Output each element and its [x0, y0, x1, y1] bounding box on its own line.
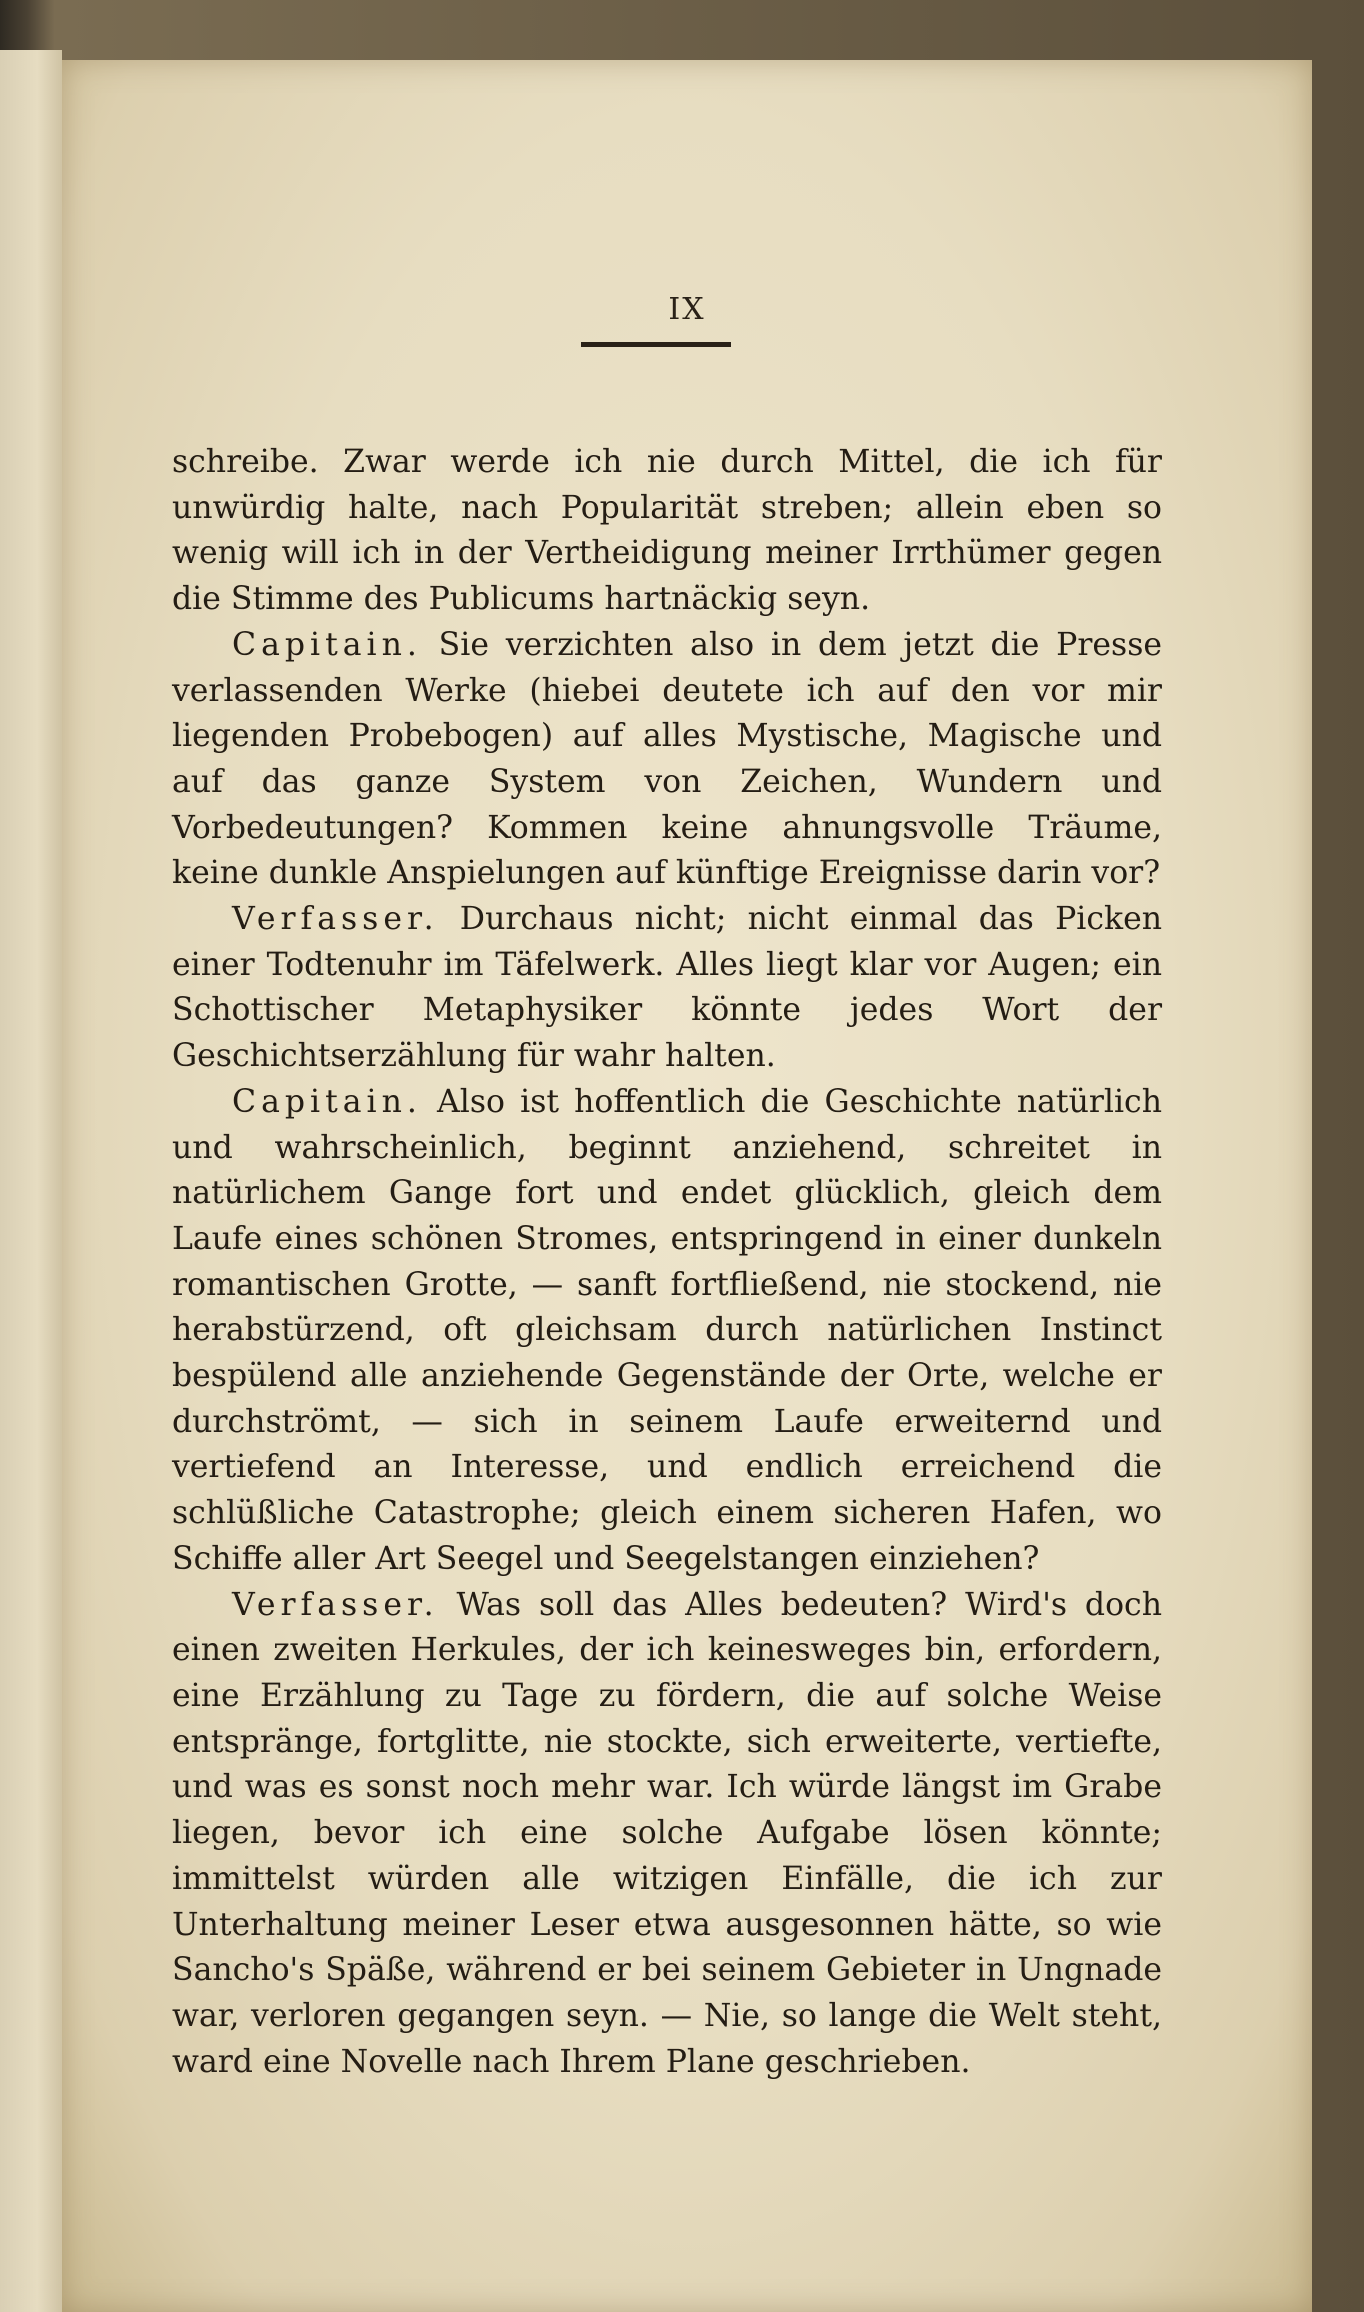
paragraph-text: Durchaus nicht; nicht einmal das Picken einer Todtenuhr im Täfelwerk. Alles liegt klar vor Augen; ein Schottischer Metaphysiker könnte jedes Wort der Geschichtserzählung für wahr halten. — [172, 901, 1162, 1075]
paragraph-2 — [172, 623, 1162, 897]
paragraph-text: Also ist hoffentlich die Geschichte natürlich und wahrscheinlich, beginnt anziehend, schreitet in natürlichem Gange fort und endet glücklich, gleich dem Laufe eines schönen Stromes, entspringend in einer dunkeln romantischen Grotte, — sanft fortfließend, nie stockend, nie herabstürzend, oft gleichsam durch natürlichen Instinct bespülend alle anziehende Gegenstände der Orte, welche er durchströmt, — sich in seinem Laufe erweiternd und vertiefend an Interesse, und endlich erreichend die schlüßliche Catastrophe; gleich einem sicheren Hafen, wo Schiffe aller Art Seegel und Seegelstangen einziehen? — [172, 1083, 1162, 1577]
paragraph-text: Was soll das Alles bedeuten? Wird's doch einen zweiten Herkules, der ich keinesweges bin, erfordern, eine Erzählung zu Tage zu fördern, die auf solche Weise entspränge, fortglitte, nie stockte, sich erweiterte, vertiefte, und was es sonst noch mehr war. Ich würde längst im Grabe liegen, bevor ich eine solche Aufgabe lösen könnte; immittelst würden alle witzigen Einfälle, die ich zur Unterhaltung meiner Leser etwa ausgesonnen hätte, so wie Sancho's Späße, während er bei seinem Gebieter in Ungnade war, verloren gegangen seyn. — Nie, so lange die Welt steht, ward eine Novelle nach Ihrem Plane geschrieben. — [172, 1586, 1162, 2080]
header-rule — [581, 342, 731, 347]
paragraph-1: schreibe. Zwar werde ich nie durch Mittel, die ich für unwürdig halte, nach Popularität streben; allein eben so wenig will ich in der Vertheidigung meiner Irrthümer gegen die Stimme des Publicums hartnäckig seyn. — [172, 444, 1162, 618]
speaker-label: Capitain. — [232, 1083, 422, 1120]
paragraph-5 — [172, 1583, 1162, 2086]
speaker-label: Verfasser. — [232, 901, 439, 938]
page-number: IX — [668, 292, 706, 327]
paragraph-text: Sie verzichten also in dem jetzt die Presse verlassenden Werke (hiebei deutete ich auf den vor mir liegenden Probebogen) auf alles Mystische, Magische und auf das ganze System von Zeichen, Wundern und Vorbedeutungen? Kommen keine ahnungsvolle Träume, keine dunkle Anspielungen auf künftige Ereignisse darin vor? — [172, 626, 1162, 892]
speaker-label: Verfasser. — [232, 1586, 439, 1623]
body-text — [172, 440, 1162, 2085]
speaker-label: Capitain. — [232, 626, 422, 663]
book-page — [62, 60, 1312, 2312]
paragraph-4 — [172, 1080, 1162, 1583]
paragraph-3 — [172, 897, 1162, 1080]
left-page-edge — [0, 50, 62, 2312]
